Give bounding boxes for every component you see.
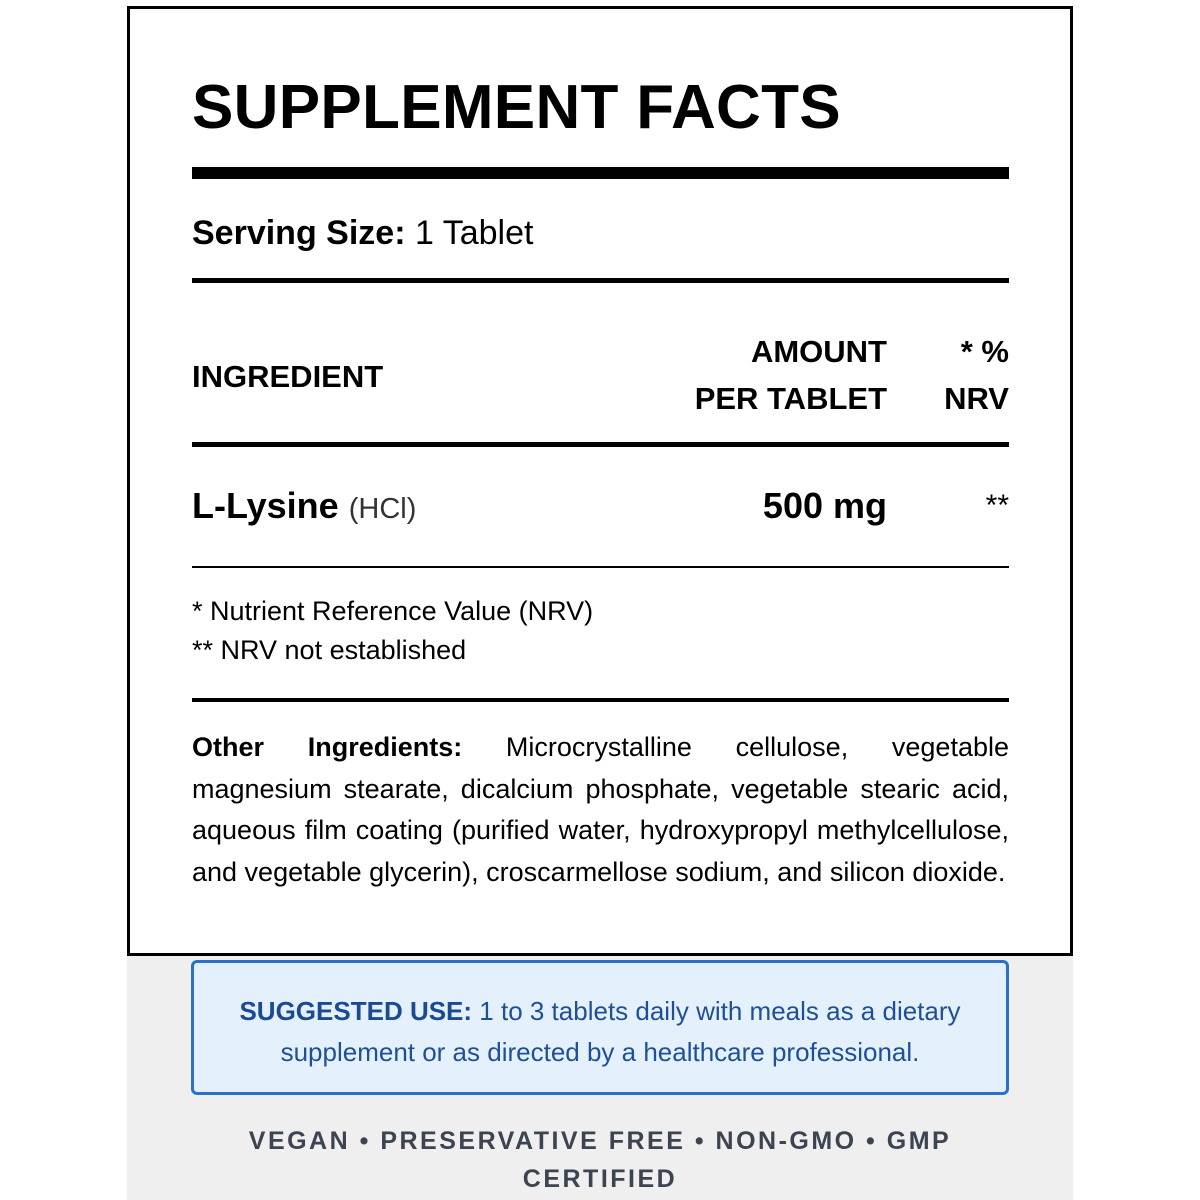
footnote-not-established: ** NRV not established: [192, 635, 467, 665]
serving-size-label: Serving Size:: [192, 214, 406, 252]
header-amount-line1: AMOUNT: [750, 334, 887, 369]
other-ingredients: [192, 727, 1009, 893]
title-divider: [192, 167, 1009, 179]
header-divider: [192, 442, 1009, 447]
serving-divider: [192, 278, 1009, 283]
facts-title: SUPPLEMENT FACTS: [192, 73, 841, 142]
header-amount: [670, 328, 887, 422]
footnotes: [192, 592, 1009, 670]
suggested-use-body: 1 to 3 tablets daily with meals as a dietary supplement or as directed by a healthcare professional.: [280, 996, 961, 1067]
ingredient-name: [192, 483, 416, 532]
ingredient-nrv: **: [985, 489, 1009, 522]
header-ingredient: INGREDIENT: [192, 359, 384, 394]
ingredient-amount: 500 mg: [762, 485, 887, 526]
header-nrv-line2: NRV: [944, 381, 1009, 416]
ingredient-name-text: L-Lysine: [192, 485, 339, 526]
other-ingredients-text: Microcrystalline cellulose, vegetable magnesium stearate, dicalcium phosphate, vegetable stearic acid, aqueous film coating (purified water, hydroxypropyl methylcellulose, and vegetable glycerin), croscarmellose sodium, and silicon dioxide.: [192, 732, 1009, 887]
suggested-use-label: SUGGESTED USE:: [239, 996, 473, 1026]
header-nrv: [920, 328, 1009, 422]
header-amount-line2: PER TABLET: [694, 381, 887, 416]
certification-badges: VEGAN • PRESERVATIVE FREE • NON-GMO • GMP CERTIFIED: [248, 1127, 952, 1193]
suggested-use-text: [214, 991, 986, 1073]
ingredient-form: (HCl): [348, 493, 417, 525]
serving-size: [192, 212, 1009, 254]
footnote-nrv: * Nutrient Reference Value (NRV): [192, 596, 594, 626]
serving-size-value: 1 Tablet: [405, 214, 534, 252]
suggested-use-box: [191, 960, 1009, 1095]
supplement-facts-box: [127, 6, 1073, 956]
header-nrv-line1: * %: [960, 334, 1009, 369]
footnote-divider: [192, 698, 1009, 702]
other-ingredients-label: Other Ingredients:: [192, 732, 463, 762]
row-divider: [192, 566, 1009, 568]
